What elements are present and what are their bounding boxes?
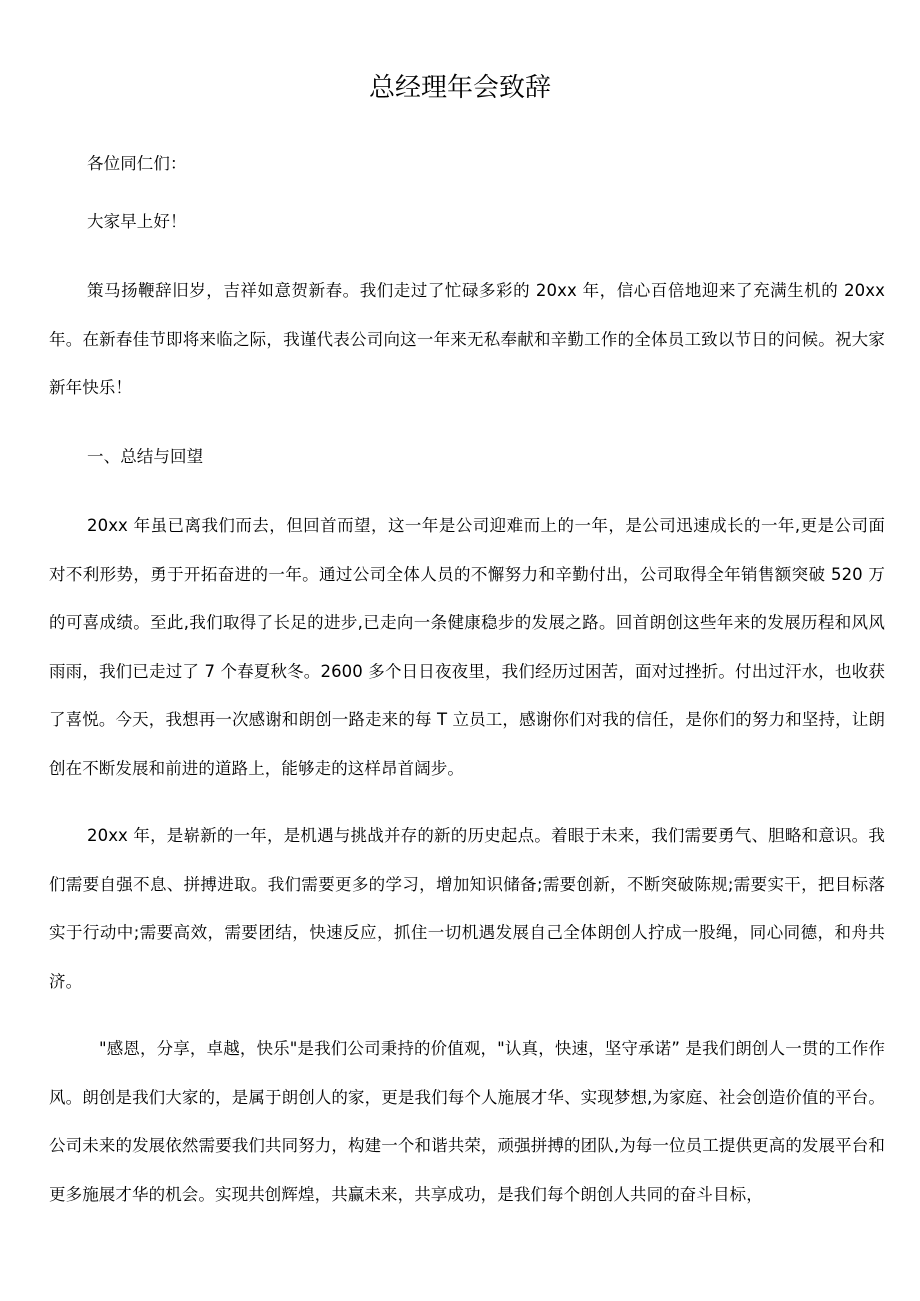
opening-paragraph: 策马扬鞭辞旧岁，吉祥如意贺新春。我们走过了忙碌多彩的 20xx 年，信心百倍地迎来了充满生机的 20xx 年。在新春佳节即将来临之际，我谨代表公司向这一年来无私奉献和辛勤工作的全体员工致以节日的问候。祝大家新年快乐！ [49,281,885,397]
review-paragraph: 20xx 年虽已离我们而去，但回首而望，这一年是公司迎难而上的一年，是公司迅速成长的一年,更是公司面对不利形势，勇于开拓奋进的一年。通过公司全体人员的不懈努力和辛勤付出，公司取得全年销售额突破 520 万的可喜成绩。至此,我们取得了长足的进步,已走向一条健康稳步的发展之路。回首朗创这些年来的发展历程和风风雨雨，我们已走过了 7 个春夏秋冬。2600 多个日日夜夜里，我们经历过困苦，面对过挫折。付出过汗水，也收获了喜悦。今天，我想再一次感谢和朗创一路走来的每 T 立员工，感谢你们对我的信任，是你们的努力和坚持，让朗创在不断发展和前进的道路上，能够走的这样昂首阔步。 [49,516,885,778]
document-title: 总经理年会致辞 [368,73,551,103]
greeting: 大家早上好！ [87,212,187,231]
section-heading: 一、总结与回望 [87,447,204,466]
salutation: 各位同仁们： [87,154,187,173]
future-paragraph: 20xx 年，是崭新的一年，是机遇与挑战并存的新的历史起点。着眼于未来，我们需要勇气、胆略和意识。我们需要自强不息、拼搏进取。我们需要更多的学习，增加知识储备;需要创新，不断突破陈规;需要实干，把目标落实于行动中;需要高效，需要团结，快速反应，抓住一切机遇发展自己全体朗创人拧成一股绳，同心同德，和舟共济。 [49,826,885,991]
values-paragraph: "感恩，分享，卓越，快乐"是我们公司秉持的价值观，"认真，快速，坚守承诺” 是我们朗创人一贯的工作作风。朗创是我们大家的，是属于朗创人的家，更是我们每个人施展才华、实现梦想,为家庭、社会创造价值的平台。公司未来的发展依然需要我们共同努力，构建一个和谐共荣，顽强拼搏的团队,为每一位员工提供更高的发展平台和更多施展才华的机会。实现共创辉煌，共赢未来，共享成功，是我们每个朗创人共同的奋斗目标， [49,1039,885,1204]
